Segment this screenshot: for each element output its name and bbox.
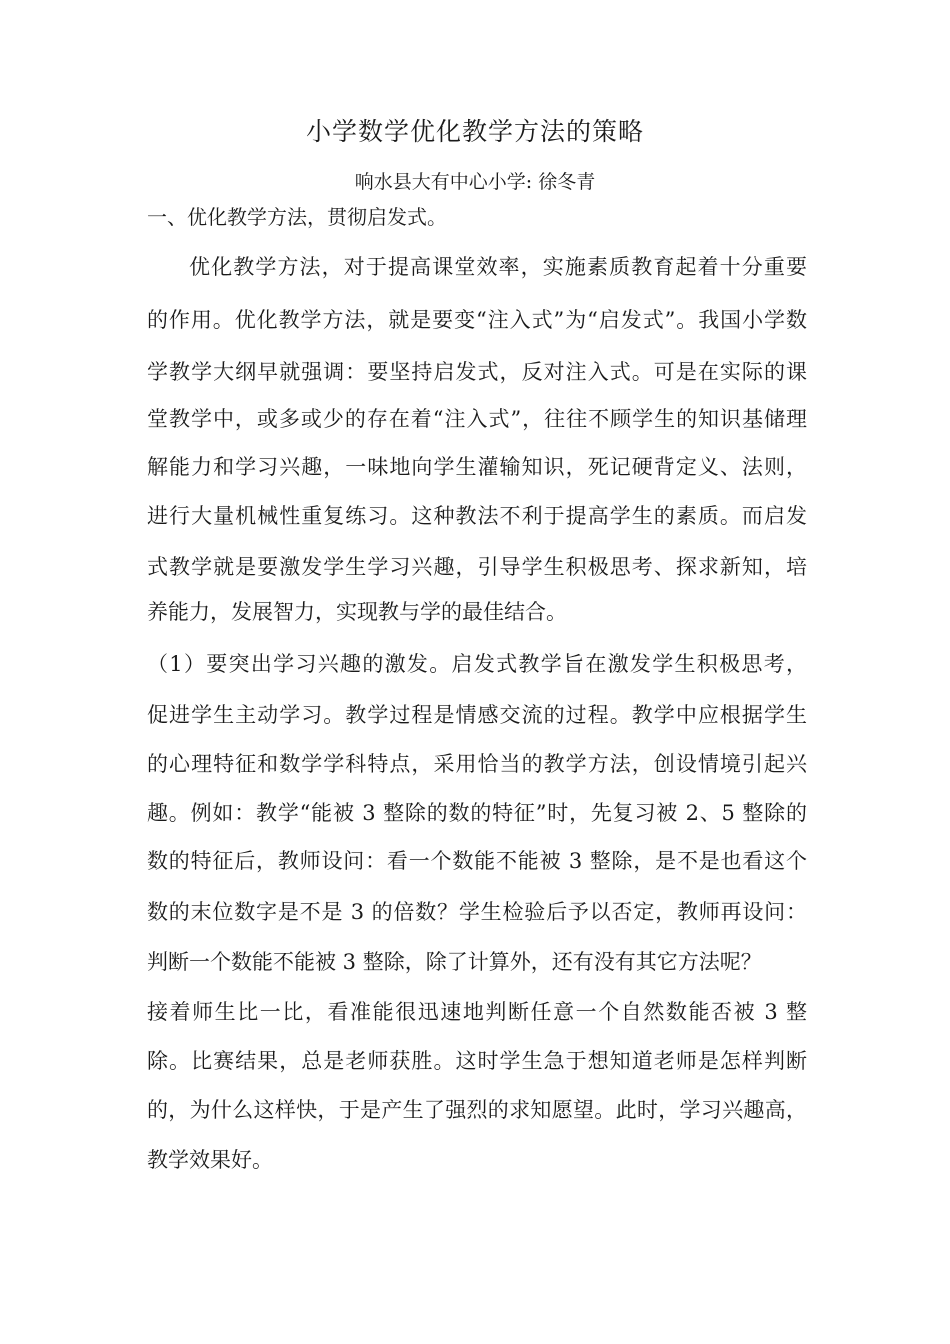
section-heading: 一、优化教学方法，贯彻启发式。 <box>147 205 447 229</box>
paragraph-line: 数的特征后，教师设问：看一个数能不能被 3 整除，是不是也看这个 <box>147 849 807 873</box>
paragraph-line: （1）要突出学习兴趣的激发。启发式教学旨在激发学生积极思考， <box>147 652 807 676</box>
paragraph-line: 学教学大纲早就强调：要坚持启发式，反对注入式。可是在实际的课 <box>147 360 807 384</box>
paragraph-line: 堂教学中，或多或少的存在着“注入式”，往往不顾学生的知识基储理 <box>147 407 807 431</box>
paragraph-line: 除。比赛结果，总是老师获胜。这时学生急于想知道老师是怎样判断 <box>147 1049 807 1073</box>
paragraph-line: 教学效果好。 <box>147 1148 273 1172</box>
paragraph-line: 优化教学方法，对于提高课堂效率，实施素质教育起着十分重要 <box>189 255 807 279</box>
paragraph-line: 式教学就是要激发学生学习兴趣，引导学生积极思考、探求新知，培 <box>147 555 807 579</box>
author-line: 响水县大有中心小学: 徐冬青 <box>354 171 596 193</box>
paragraph-line: 的，为什么这样快，于是产生了强烈的求知愿望。此时，学习兴趣高， <box>147 1098 807 1122</box>
paragraph-line: 促进学生主动学习。教学过程是情感交流的过程。教学中应根据学生 <box>147 703 807 727</box>
paragraph-line: 解能力和学习兴趣，一味地向学生灌输知识，死记硬背定义、法则， <box>147 455 807 479</box>
paragraph-line: 进行大量机械性重复练习。这种教法不利于提高学生的素质。而启发 <box>147 504 807 528</box>
paragraph-line: 趣。例如：教学“能被 3 整除的数的特征”时，先复习被 2、5 整除的 <box>147 801 807 825</box>
paragraph-line: 判断一个数能不能被 3 整除，除了计算外，还有没有其它方法呢？ <box>147 950 762 974</box>
paragraph-line: 的心理特征和数学学科特点，采用恰当的教学方法，创设情境引起兴 <box>147 752 807 776</box>
paragraph-line: 的作用。优化教学方法，就是要变“注入式”为“启发式”。我国小学数 <box>147 308 807 332</box>
paragraph-line: 接着师生比一比，看准能很迅速地判断任意一个自然数能否被 3 整 <box>147 1000 807 1024</box>
paragraph-line: 养能力，发展智力，实现教与学的最佳结合。 <box>147 600 567 624</box>
document-title: 小学数学优化教学方法的策略 <box>305 117 644 146</box>
paragraph-line: 数的末位数字是不是 3 的倍数？学生检验后予以否定，教师再设问： <box>147 900 807 924</box>
